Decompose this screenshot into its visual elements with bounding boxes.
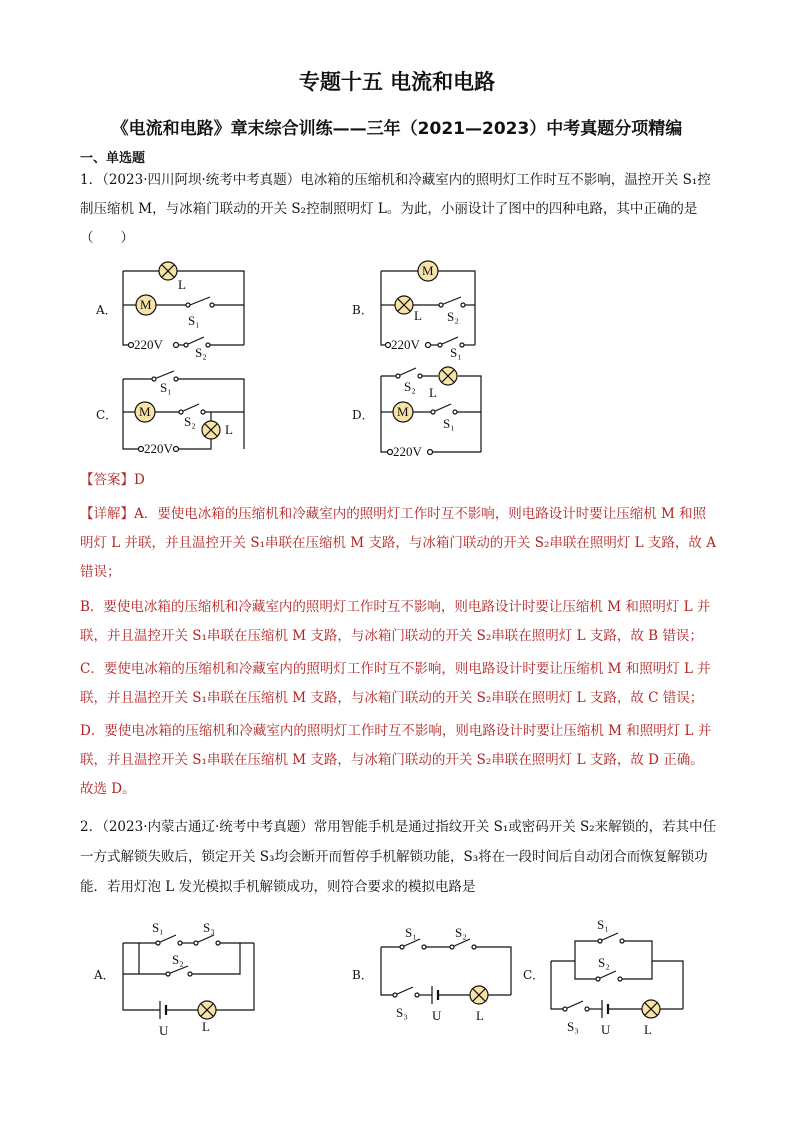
detail-line: 错误；: [80, 564, 121, 580]
page-subtitle: 《电流和电路》章末综合训练——三年（2021—2023）中考真题分项精编: [111, 119, 683, 139]
option-b-label: B．: [352, 303, 373, 317]
label-s3: S₃: [396, 1005, 408, 1020]
label-s1: S₁: [152, 920, 164, 935]
question-1-line: 制压缩机 M，与冰箱门联动的开关 S₂控制照明灯 L。为此，小丽设计了图中的四种电路，其中正确的是: [80, 201, 698, 217]
detail-line: B．要使电冰箱的压缩机和冷藏室内的照明灯工作时互不影响，则电路设计时要让压缩机 M 和照明灯 L 并: [80, 599, 711, 615]
detail-line: D．要使电冰箱的压缩机和冷藏室内的照明灯工作时互不影响，则电路设计时要让压缩机 M 和照明灯 L 并: [80, 723, 712, 739]
label-s3: S₃: [567, 1019, 579, 1034]
label-l: L: [429, 385, 437, 400]
label-s3: S₃: [203, 920, 215, 935]
label-220v: 220V: [391, 337, 420, 352]
circuit-2c: [551, 933, 683, 1018]
section-heading: 一、单选题: [80, 151, 146, 166]
label-m: M: [422, 263, 434, 278]
label-s1: S₁: [188, 313, 200, 328]
label-l: L: [202, 1019, 210, 1034]
label-220v: 220V: [144, 441, 173, 456]
option-d-label: D．: [352, 408, 374, 422]
page-title: 专题十五 电流和电路: [298, 70, 496, 94]
label-s2: S₂: [598, 955, 610, 970]
option-b-label: B．: [352, 968, 373, 982]
option-a-label: A．: [96, 303, 117, 317]
detail-line: 故选 D。: [80, 781, 136, 797]
label-u: U: [432, 1008, 442, 1023]
question-1-line: 1．（2023·四川阿坝·统考中考真题）电冰箱的压缩机和冷藏室内的照明灯工作时互不影响，温控开关 S₁控: [80, 172, 711, 188]
question-2-line: 一方式解锁失败后，锁定开关 S₃均会断开而暂停手机解锁功能，S₃将在一段时间后自动闭合而恢复解锁功: [80, 849, 708, 865]
label-s2: S₂: [172, 952, 184, 967]
answer: 【答案】D: [80, 472, 145, 488]
label-s1: S₁: [160, 380, 172, 395]
label-s2: S₂: [195, 345, 207, 360]
option-c-label: C．: [96, 408, 118, 422]
label-s2: S₂: [404, 379, 416, 394]
label-u: U: [601, 1022, 611, 1037]
label-s1: S₁: [450, 345, 462, 360]
label-s1: S₁: [443, 416, 455, 431]
option-c-label: C．: [523, 968, 545, 982]
label-220v: 220V: [134, 337, 163, 352]
option-a-label: A．: [94, 968, 115, 982]
detail-line: 联，并且温控开关 S₁串联在压缩机 M 支路，与冰箱门联动的开关 S₂串联在照明灯 L 支路，故 D 正确。: [80, 752, 704, 768]
label-m: M: [397, 404, 409, 419]
label-s1: S₁: [597, 917, 609, 932]
detail-line: C．要使电冰箱的压缩机和冷藏室内的照明灯工作时互不影响，则电路设计时要让压缩机 M 和照明灯 L 并: [80, 661, 711, 677]
label-l: L: [414, 308, 422, 323]
circuit-2b: [381, 939, 511, 1004]
label-s2: S₂: [447, 309, 459, 324]
detail-line: 【详解】A．要使电冰箱的压缩机和冷藏室内的照明灯工作时互不影响，则电路设计时要让压缩机 M 和照: [80, 506, 707, 522]
detail-line: 联，并且温控开关 S₁串联在压缩机 M 支路，与冰箱门联动的开关 S₂串联在照明灯 L 支路，故 B 错误；: [80, 628, 703, 644]
label-s2: S₂: [184, 414, 196, 429]
label-l: L: [178, 277, 186, 292]
question-2-line: 2．（2023·内蒙古通辽·统考中考真题）常用智能手机是通过指纹开关 S₁或密码开关 S₂来解锁的，若其中任: [80, 819, 717, 835]
label-m: M: [139, 404, 151, 419]
label-u: U: [159, 1023, 169, 1038]
label-l: L: [644, 1022, 652, 1037]
detail-line: 明灯 L 并联，并且温控开关 S₁串联在压缩机 M 支路，与冰箱门联动的开关 S₂串联在照明灯 L 支路，故 A: [80, 535, 716, 551]
question-1-line: （ ）: [80, 230, 134, 246]
label-m: M: [140, 297, 152, 312]
label-s1: S₁: [405, 925, 417, 940]
question-2-line: 能．若用灯泡 L 发光模拟手机解锁成功，则符合要求的模拟电路是: [80, 879, 476, 895]
label-220v: 220V: [393, 444, 422, 459]
label-l: L: [225, 422, 233, 437]
label-s2: S₂: [455, 925, 467, 940]
label-l: L: [476, 1008, 484, 1023]
detail-line: 联，并且温控开关 S₁串联在压缩机 M 支路，与冰箱门联动的开关 S₂串联在照明灯 L 支路，故 C 错误；: [80, 690, 704, 706]
circuit-2a: [123, 935, 254, 1019]
